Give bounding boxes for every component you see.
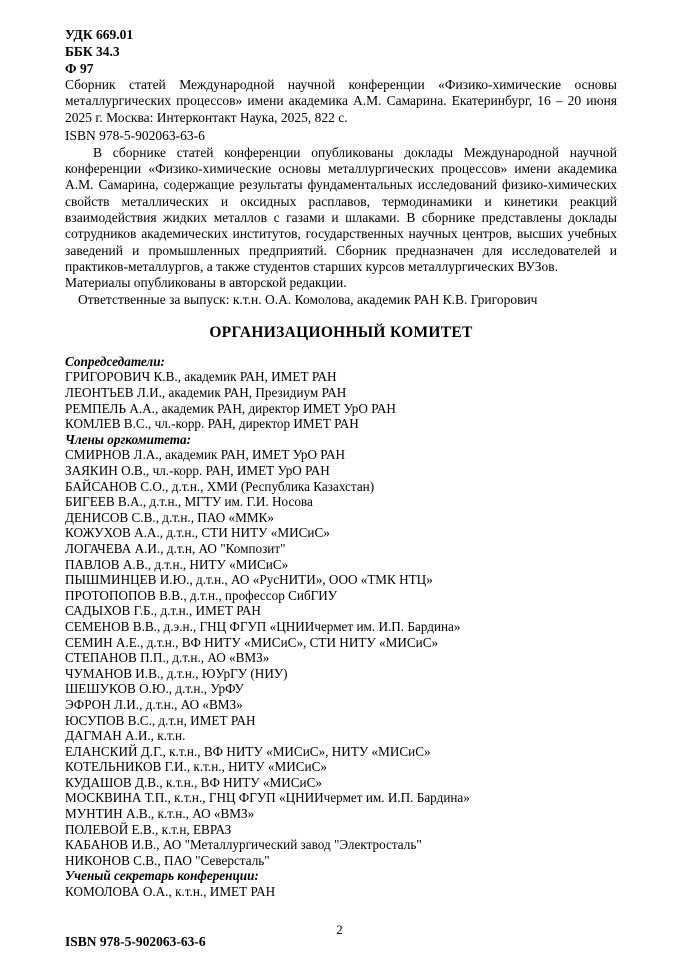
committee-member: ПРОТОПОПОВ В.В., д.т.н., профессор СибГИУ — [65, 587, 338, 603]
page-number: 2 — [336, 922, 343, 937]
responsible-editors-line: Ответственные за выпуск: к.т.н. О.А. Комолова, академик РАН К.В. Григорович — [78, 291, 538, 307]
committee-member: КОТЕЛЬНИКОВ Г.И., к.т.н., НИТУ «МИСиС» — [65, 759, 327, 775]
committee-list — [65, 354, 617, 900]
committee-member: ЛЕОНТЬЕВ Л.И., академик РАН, Президиум РАН — [65, 385, 347, 401]
committee-member: БАЙСАНОВ С.О., д.т.н., ХМИ (Республика Казахстан) — [65, 478, 375, 494]
catalog-letter-code: Ф 97 — [65, 61, 94, 76]
page-title: ОРГАНИЗАЦИОННЫЙ КОМИТЕТ — [209, 323, 473, 341]
udk-code: УДК 669.01 — [65, 27, 134, 42]
committee-member: ЮСУПОВ В.С., д.т.н, ИМЕТ РАН — [65, 712, 256, 728]
committee-member: КОМОЛОВА О.А., к.т.н., ИМЕТ РАН — [65, 884, 276, 900]
committee-member: НИКОНОВ С.В., ПАО "Северсталь" — [65, 852, 270, 868]
committee-member: ДЕНИСОВ С.В., д.т.н., ПАО «ММК» — [65, 509, 274, 525]
catalog-codes — [65, 26, 617, 77]
isbn-top: ISBN 978-5-902063-63-6 — [65, 127, 205, 143]
committee-member: ЧУМАНОВ И.В., д.т.н., ЮУрГУ (НИУ) — [65, 665, 288, 681]
committee-member: СТЕПАНОВ П.П., д.т.н., АО «ВМЗ» — [65, 650, 270, 666]
committee-member: САДЫХОВ Г.Б., д.т.н., ИМЕТ РАН — [65, 603, 261, 619]
committee-member: РЕМПЕЛЬ А.А., академик РАН, директор ИМЕТ УрО РАН — [65, 400, 396, 416]
committee-member: МОСКВИНА Т.П., к.т.н., ГНЦ ФГУП «ЦНИИчермет им. И.П. Бардина» — [65, 790, 470, 806]
committee-member: ГРИГОРОВИЧ К.В., академик РАН, ИМЕТ РАН — [65, 369, 337, 385]
isbn-bottom: ISBN 978-5-902063-63-6 — [65, 933, 206, 949]
committee-member: СЕМЕНОВ В.В., д.э.н., ГНЦ ФГУП «ЦНИИчермет им. И.П. Бардина» — [65, 618, 461, 634]
committee-member: ПАВЛОВ А.В., д.т.н., НИТУ «МИСиС» — [65, 556, 289, 572]
abstract-paragraph: В сборнике статей конференции опубликованы доклады Международной научной конференции «Физико-химические основы металлургических процессов» имени академика А.М. Самарина, содержащие результаты фундаментальных исследований физико-химических свойств металлических и оксидных расплавов, термодинамики и кинетики реакций взаимодействия жидких металлов с газами и шлаками. В сборнике представлены доклады сотрудников академических институтов, государственных научных центров, высших учебных заведений и промышленных предприятий. Сборник предназначен для исследователей и практиков-металлургов, а также студентов старших курсов металлургических ВУЗов. — [65, 144, 617, 274]
committee-member: ПОЛЕВОЙ Е.В., к.т.н, ЕВРАЗ — [65, 821, 232, 837]
bibliographic-description: Сборник статей Международной научной конференции «Физико-химические основы металлургических процессов» имени академика А.М. Самарина. Екатеринбург, 16 – 20 июня 2025 г. Москва: Интерконтакт Наука, 2025, 822 с. — [65, 77, 617, 125]
committee-section-label: Ученый секретарь конференции: — [65, 868, 259, 884]
committee-member: ЛОГАЧЕВА А.И., д.т.н, АО "Композит" — [65, 540, 286, 556]
committee-member: ЭФРОН Л.И., д.т.н., АО «ВМЗ» — [65, 696, 243, 712]
committee-member: СЕМИН А.Е., д.т.н., ВФ НИТУ «МИСиС», СТИ НИТУ «МИСиС» — [65, 634, 439, 650]
authors-edition-note: Материалы опубликованы в авторской редакции. — [65, 275, 347, 291]
committee-member: ПЫШМИНЦЕВ И.Ю., д.т.н., АО «РусНИТИ», ООО «ТМК НТЦ» — [65, 572, 433, 588]
committee-member: БИГЕЕВ В.А., д.т.н., МГТУ им. Г.И. Носова — [65, 494, 313, 510]
committee-member: ШЕШУКОВ О.Ю., д.т.н., УрФУ — [65, 681, 244, 697]
committee-member: КОЖУХОВ А.А., д.т.н., СТИ НИТУ «МИСиС» — [65, 525, 330, 541]
committee-member: МУНТИН А.В., к.т.н., АО «ВМЗ» — [65, 806, 255, 822]
committee-section-label: Сопредседатели: — [65, 353, 165, 369]
committee-member: КАБАНОВ И.В., АО "Металлургический завод "Электросталь" — [65, 837, 422, 853]
committee-section-label: Члены оргкомитета: — [65, 431, 191, 447]
committee-member: ЗАЯКИН О.В., чл.-корр. РАН, ИМЕТ УрО РАН — [65, 463, 330, 479]
bbk-code: ББК 34.3 — [65, 44, 120, 59]
committee-member: КОМЛЕВ В.С., чл.-корр. РАН, директор ИМЕТ РАН — [65, 416, 359, 432]
committee-member: КУДАШОВ Д.В., к.т.н., ВФ НИТУ «МИСиС» — [65, 774, 323, 790]
committee-member: ДАГМАН А.И., к.т.н. — [65, 728, 186, 744]
committee-member: СМИРНОВ Л.А., академик РАН, ИМЕТ УрО РАН — [65, 447, 345, 463]
committee-member: ЕЛАНСКИЙ Д.Г., к.т.н., ВФ НИТУ «МИСиС», НИТУ «МИСиС» — [65, 743, 431, 759]
